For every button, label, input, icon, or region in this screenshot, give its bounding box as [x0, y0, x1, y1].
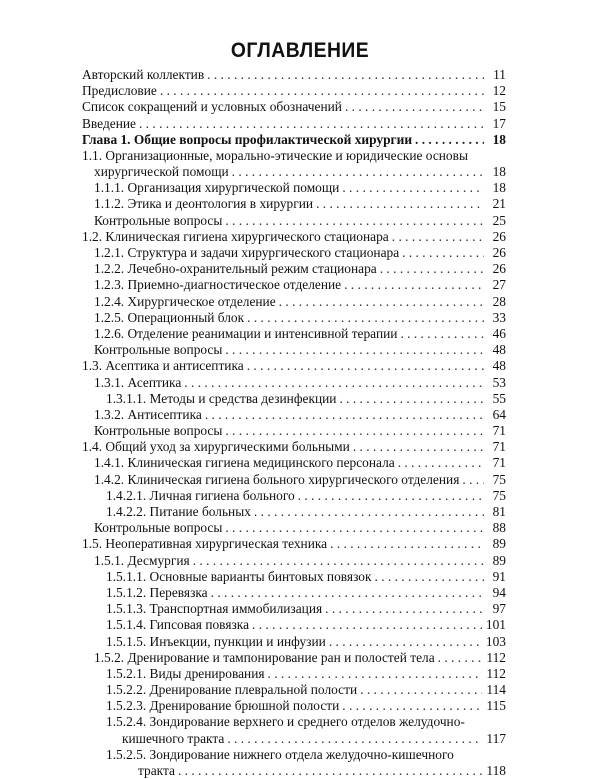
toc-entry: [76, 229, 506, 245]
toc-page-number: 81: [492, 504, 506, 520]
toc-entry-text: 1.4.2.2. Питание больных: [106, 504, 251, 520]
toc-entry: [76, 617, 506, 633]
toc-page-number: 114: [486, 682, 506, 698]
toc-entry-text: 1.2.2. Лечебно-охранительный режим стационара: [94, 261, 377, 277]
toc-entry-text: 1.5.2.1. Виды дренирования: [106, 665, 265, 681]
toc-page-number: 118: [486, 763, 506, 779]
toc-page-number: 48: [492, 358, 506, 374]
toc-entry-text: 1.1.1. Организация хирургической помощи: [94, 180, 340, 196]
toc-leader-dots: [329, 634, 482, 650]
toc-page-number: 55: [492, 390, 506, 406]
toc-entry-text: 1.5.1.5. Инъекции, пункции и инфузии: [106, 633, 326, 649]
toc-leader-dots: [380, 261, 484, 277]
toc-page-number: 53: [492, 374, 506, 390]
toc-entry-text: 1.1.2. Этика и деонтология в хирургии: [94, 196, 314, 212]
toc-page-number: 89: [492, 536, 506, 552]
toc-leader-dots: [400, 326, 484, 342]
toc-leader-dots: [205, 407, 484, 423]
toc-page-number: 64: [492, 406, 506, 422]
toc-entry: [76, 601, 506, 617]
toc-leader-dots: [325, 601, 484, 617]
toc-entry-text: 1.5.1.4. Гипсовая повязка: [106, 617, 250, 633]
toc-entry: [76, 326, 506, 342]
toc-entry: [76, 569, 506, 585]
toc-entry: [76, 358, 506, 374]
toc-entry: [76, 375, 506, 391]
toc-entry: [76, 116, 506, 132]
toc-leader-dots: [160, 83, 484, 99]
toc-entry-text: 1.4.1. Клиническая гигиена медицинского персонала: [94, 455, 395, 471]
toc-entry: [76, 472, 506, 488]
toc-page-number: 21: [492, 196, 506, 212]
toc-entry-text: Контрольные вопросы: [94, 423, 223, 439]
toc-leader-dots: [207, 67, 484, 83]
toc-entry-text: Контрольные вопросы: [94, 342, 223, 358]
toc-page-number: 48: [492, 342, 506, 358]
toc-entry-text: 1.5.1.2. Перевязка: [106, 584, 208, 600]
toc-page-number: 112: [486, 649, 506, 665]
toc-entry: [76, 277, 506, 293]
toc-entry-text: 1.4.2.1. Личная гигиена больного: [106, 487, 295, 503]
toc-page-number: 71: [492, 455, 506, 471]
toc-page-number: 26: [492, 228, 506, 244]
toc-leader-dots: [225, 213, 484, 229]
toc-leader-dots: [330, 536, 484, 552]
toc-entry-text: Контрольные вопросы: [94, 520, 223, 536]
toc-page-number: 33: [492, 309, 506, 325]
toc-page-number: 18: [492, 131, 506, 147]
toc-entry: [76, 666, 506, 682]
toc-entry-text: Предисловие: [82, 83, 157, 99]
toc-entry-text: 1.2.1. Структура и задачи хирургического стационара: [94, 245, 400, 261]
toc-leader-dots: [345, 99, 484, 115]
toc-page-number: 15: [492, 99, 506, 115]
toc-entry: [76, 423, 506, 439]
toc-entry-text: 1.2.5. Операционный блок: [94, 309, 245, 325]
toc-page-number: 17: [492, 115, 506, 131]
toc-page-number: 112: [486, 665, 506, 681]
toc-entry: [76, 148, 506, 164]
toc-entry-text: 1.2.3. Приемно-диагностическое отделение: [94, 277, 342, 293]
toc-entry-text: 1.5.2.4. Зондирование верхнего и среднего отделов желудочно-: [106, 714, 465, 730]
toc-entry: [76, 439, 506, 455]
toc-entry: [76, 245, 506, 261]
toc-leader-dots: [392, 229, 484, 245]
toc-page-number: 18: [492, 164, 506, 180]
toc-leader-dots: [178, 763, 482, 779]
toc-entry-text: 1.2. Клиническая гигиена хирургического стационара: [82, 228, 389, 244]
toc-entry-text: 1.2.6. Отделение реанимации и интенсивной терапии: [94, 325, 398, 341]
toc-entry: [76, 488, 506, 504]
toc-page-number: 46: [492, 325, 506, 341]
toc-leader-dots: [227, 731, 482, 747]
toc-entry: [76, 763, 506, 779]
toc-entry-text: 1.5.1.3. Транспортная иммобилизация: [106, 601, 323, 617]
toc-entry-text: Введение: [82, 115, 136, 131]
toc-entry: [76, 504, 506, 520]
toc-entry: [76, 456, 506, 472]
toc-entry-text: Контрольные вопросы: [94, 212, 223, 228]
toc-entry: [76, 310, 506, 326]
toc-entry-text: 1.4.2. Клиническая гигиена больного хирургического отделения: [94, 471, 460, 487]
toc-page-number: 88: [492, 520, 506, 536]
toc-entry: [76, 213, 506, 229]
toc-leader-dots: [298, 488, 484, 504]
toc-page-number: 12: [492, 83, 506, 99]
toc-leader-dots: [139, 116, 484, 132]
toc-page-number: 115: [486, 698, 506, 714]
toc-page-number: 27: [492, 277, 506, 293]
toc-leader-dots: [360, 682, 482, 698]
toc-page-number: 18: [492, 180, 506, 196]
toc-entry: [76, 634, 506, 650]
toc-page-number: 11: [493, 66, 506, 82]
toc-entry: [76, 698, 506, 714]
toc-entry-text: 1.3.2. Антисептика: [94, 406, 202, 422]
toc-entry-text: 1.5.2.3. Дренирование брюшной полости: [106, 698, 340, 714]
toc-entry: [76, 520, 506, 536]
toc-leader-dots: [353, 439, 484, 455]
toc-page-number: 103: [485, 633, 506, 649]
toc-entry: [76, 391, 506, 407]
toc-leader-dots: [193, 553, 484, 569]
toc-page-number: 25: [492, 212, 506, 228]
toc-leader-dots: [211, 585, 484, 601]
toc-page-number: 75: [492, 487, 506, 503]
toc-entry: [76, 83, 506, 99]
toc-entry-text: 1.5.2.5. Зондирование нижнего отдела желудочно-кишечного: [106, 746, 454, 762]
toc-title: ОГЛАВЛЕНИЕ: [230, 39, 370, 62]
toc-entry: [76, 682, 506, 698]
toc-entry-text: 1.1. Организационные, морально-этические и юридические основы: [82, 147, 468, 163]
toc-entry-text: 1.4. Общий уход за хирургическими больными: [82, 439, 350, 455]
toc-page-number: 117: [486, 730, 506, 746]
toc-entry: [76, 715, 506, 731]
toc-entry: [76, 261, 506, 277]
toc-page-number: 89: [492, 552, 506, 568]
toc-entry: [76, 553, 506, 569]
toc-leader-dots: [268, 666, 483, 682]
toc-leader-dots: [316, 196, 484, 212]
toc-page-number: 26: [492, 245, 506, 261]
toc-page-number: 71: [492, 423, 506, 439]
toc-page-number: 26: [492, 261, 506, 277]
toc-entry: [76, 180, 506, 196]
toc-entry-text: 1.5.2. Дренирование и тампонирование ран и полостей тела: [94, 649, 435, 665]
toc-entry-text: кишечного тракта: [122, 730, 225, 746]
toc-entry: [76, 67, 506, 83]
toc-page-number: 91: [492, 568, 506, 584]
toc-leader-dots: [438, 650, 483, 666]
toc-entry-text: 1.3. Асептика и антисептика: [82, 358, 244, 374]
toc-entry-text: 1.5.1. Десмургия: [94, 552, 190, 568]
toc-page-number: 75: [492, 471, 506, 487]
toc-entry: [76, 164, 506, 180]
toc-leader-dots: [279, 294, 484, 310]
toc-leader-dots: [398, 455, 484, 471]
toc-leader-dots: [342, 698, 482, 714]
toc-leader-dots: [415, 132, 484, 148]
toc-page-number: 97: [492, 601, 506, 617]
toc-entry: [76, 294, 506, 310]
toc-leader-dots: [254, 504, 484, 520]
toc-leader-dots: [247, 310, 484, 326]
toc-entry: [76, 747, 506, 763]
toc-entry: [76, 132, 506, 148]
toc-entry-text: тракта: [138, 763, 175, 779]
toc-entry-text: 1.5.2.2. Дренирование плевральной полости: [106, 682, 358, 698]
toc-leader-dots: [344, 277, 484, 293]
toc-entry-text: Авторский коллектив: [82, 66, 205, 82]
toc-page-number: 101: [485, 617, 506, 633]
toc-leader-dots: [252, 617, 482, 633]
toc-entry-text: хирургической помощи: [94, 164, 229, 180]
toc-entry-text: Список сокращений и условных обозначений: [82, 99, 342, 115]
toc-leader-dots: [339, 391, 484, 407]
toc-leader-dots: [225, 342, 484, 358]
toc-page-number: 71: [492, 439, 506, 455]
toc-page-number: 94: [492, 584, 506, 600]
toc-leader-dots: [462, 472, 484, 488]
toc-entry: [76, 650, 506, 666]
toc-leader-dots: [375, 569, 485, 585]
toc-entry: [76, 99, 506, 115]
toc-entry: [76, 731, 506, 747]
toc-leader-dots: [342, 180, 484, 196]
toc-entry: [76, 342, 506, 358]
toc-entry-text: 1.3.1. Асептика: [94, 374, 182, 390]
toc-list: [76, 67, 506, 779]
toc-leader-dots: [225, 520, 484, 536]
toc-entry-text: 1.5.1.1. Основные варианты бинтовых повязок: [106, 568, 372, 584]
toc-entry-text: 1.2.4. Хирургическое отделение: [94, 293, 276, 309]
toc-leader-dots: [247, 358, 484, 374]
toc-entry: [76, 407, 506, 423]
toc-leader-dots: [232, 164, 484, 180]
toc-entry: [76, 197, 506, 213]
toc-entry: [76, 585, 506, 601]
toc-entry-text: 1.5. Неоперативная хирургическая техника: [82, 536, 328, 552]
toc-page-number: 28: [492, 293, 506, 309]
toc-leader-dots: [184, 375, 484, 391]
toc-entry-text: Глава 1. Общие вопросы профилактической хирургии: [82, 131, 413, 147]
toc-entry-text: 1.3.1.1. Методы и средства дезинфекции: [106, 390, 337, 406]
toc-leader-dots: [225, 423, 484, 439]
toc-leader-dots: [402, 245, 484, 261]
toc-entry: [76, 536, 506, 552]
